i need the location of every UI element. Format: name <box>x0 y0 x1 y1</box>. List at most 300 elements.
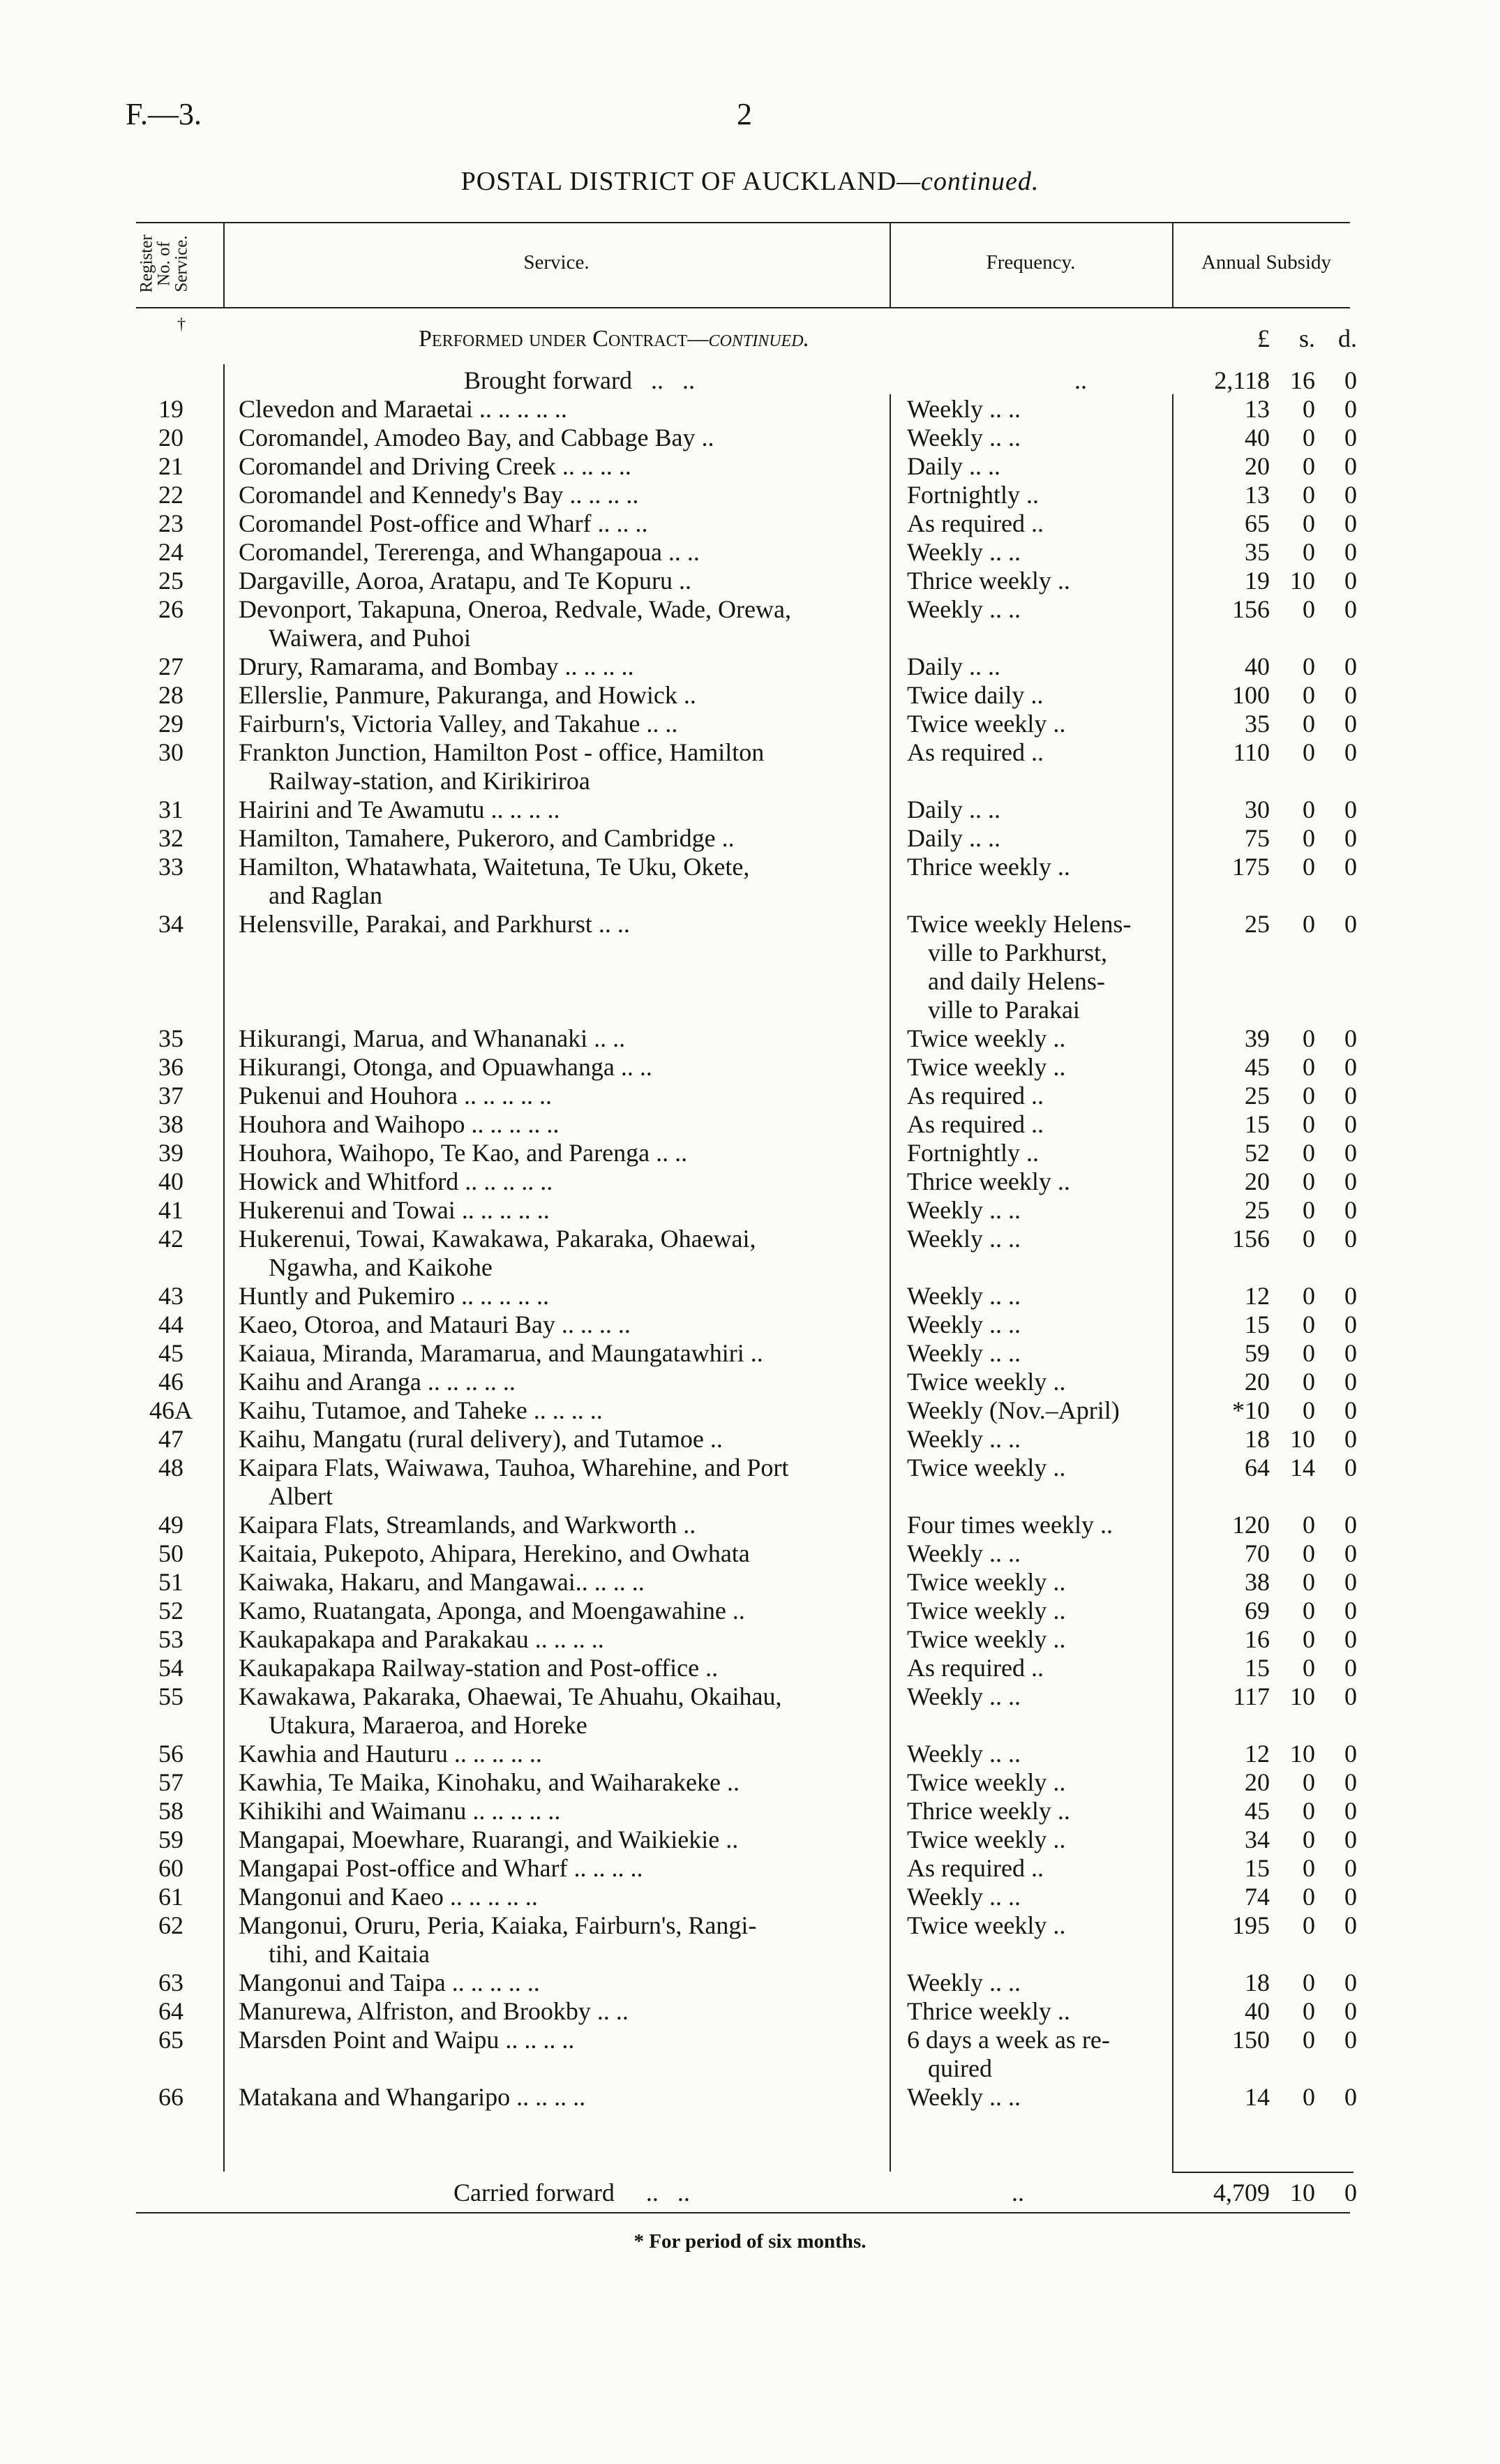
carried-forward-dots: .. <box>1012 2179 1024 2207</box>
subsidy-pence: 0 <box>1344 1454 1357 1481</box>
register-number: 44 <box>158 1311 183 1338</box>
subtotal-rule <box>1172 2172 1353 2173</box>
table-row <box>0 1682 1500 1740</box>
table-row <box>0 1740 1500 1768</box>
subsidy-pounds: 15 <box>1245 1311 1270 1338</box>
subsidy-pence: 0 <box>1344 1368 1357 1396</box>
service-name: Kaihu, Tutamoe, and Taheke .. .. .. .. <box>239 1396 603 1424</box>
table-row <box>0 1167 1500 1196</box>
frequency: Weekly .. .. <box>907 1425 1021 1453</box>
subsidy-shillings: 0 <box>1303 538 1315 566</box>
table-row <box>0 1625 1500 1654</box>
register-number: 58 <box>158 1797 183 1825</box>
frequency: Weekly .. .. <box>907 2083 1021 2111</box>
subsidy-pence: 0 <box>1344 853 1357 881</box>
subsidy-shillings: 0 <box>1303 738 1315 766</box>
subsidy-pence: 0 <box>1344 1969 1357 1996</box>
table-row <box>0 1425 1500 1454</box>
service-name-continued: Utakura, Maraeroa, and Horeke <box>269 1711 587 1739</box>
table-row <box>0 1597 1500 1625</box>
subsidy-shillings: 0 <box>1303 824 1315 852</box>
subsidy-pounds: 18 <box>1245 1425 1270 1453</box>
register-number: 55 <box>158 1682 183 1710</box>
service-name: Kawhia, Te Maika, Kinohaku, and Waiharakeke .. <box>239 1768 740 1796</box>
service-name: Hikurangi, Otonga, and Opuawhanga .. .. <box>239 1053 652 1081</box>
subsidy-pence: 0 <box>1344 2083 1357 2111</box>
page-number: 2 <box>737 97 752 131</box>
register-number: 34 <box>158 910 183 938</box>
register-number: 22 <box>158 481 183 509</box>
subsidy-shillings: 10 <box>1290 1740 1315 1768</box>
register-number: 64 <box>158 1997 183 2025</box>
subsidy-shillings: 0 <box>1303 2083 1315 2111</box>
table-row <box>0 1311 1500 1339</box>
table-row <box>0 1568 1500 1597</box>
subsidy-pounds: 35 <box>1245 710 1270 738</box>
register-number: 61 <box>158 1883 183 1911</box>
register-number: 52 <box>158 1597 183 1625</box>
service-name: Matakana and Whangaripo .. .. .. .. <box>239 2083 586 2111</box>
frequency: Weekly .. .. <box>907 1969 1021 1996</box>
service-name: Kihikihi and Waimanu .. .. .. .. .. <box>239 1797 561 1825</box>
subsidy-pounds: 25 <box>1245 1082 1270 1110</box>
subsidy-pence: 0 <box>1344 1396 1357 1424</box>
subsidy-pence: 0 <box>1344 1568 1357 1596</box>
service-name: Mangonui and Taipa .. .. .. .. .. <box>239 1969 540 1996</box>
table-row <box>0 1282 1500 1311</box>
subsidy-shillings: 0 <box>1303 1997 1315 2025</box>
frequency: Twice weekly .. <box>907 1911 1066 1939</box>
subsidy-pounds: 13 <box>1245 395 1270 423</box>
subsidy-pounds: 70 <box>1245 1539 1270 1567</box>
subsidy-pence: 0 <box>1344 1053 1357 1081</box>
service-name: Coromandel Post-office and Wharf .. .. .. <box>239 509 648 537</box>
table-row <box>0 1911 1500 1969</box>
service-name: Mangapai Post-office and Wharf .. .. .. .. <box>239 1854 643 1882</box>
frequency: Weekly .. .. <box>907 595 1021 623</box>
subsidy-shillings: 0 <box>1303 1654 1315 1682</box>
frequency: Twice weekly .. <box>907 1625 1066 1653</box>
subsidy-pence: 0 <box>1344 1511 1357 1539</box>
header-register <box>105 222 223 306</box>
subsidy-pounds: 40 <box>1245 1997 1270 2025</box>
service-name: Mangonui and Kaeo .. .. .. .. .. <box>239 1883 538 1911</box>
table-bottom-rule <box>136 2212 1350 2213</box>
frequency: Four times weekly .. <box>907 1511 1113 1539</box>
carried-forward-shillings: 10 <box>1290 2179 1315 2207</box>
section-title-continued: —continued. <box>687 326 810 352</box>
subsidy-pounds: 12 <box>1245 1740 1270 1768</box>
subsidy-pence: 0 <box>1344 538 1357 566</box>
table-row <box>0 1539 1500 1568</box>
service-name: Marsden Point and Waipu .. .. .. .. <box>239 2026 575 2054</box>
service-name: Kaiaua, Miranda, Maramarua, and Maungatawhiri .. <box>239 1339 763 1367</box>
table-row <box>0 538 1500 567</box>
frequency: As required .. <box>907 1654 1044 1682</box>
table-row <box>0 2026 1500 2083</box>
service-name: Hamilton, Tamahere, Pukeroro, and Cambridge .. <box>239 824 735 852</box>
subsidy-pence: 0 <box>1344 1911 1357 1939</box>
table-row <box>0 1997 1500 2026</box>
register-number: 42 <box>158 1225 183 1253</box>
subsidy-pence: 0 <box>1344 1997 1357 2025</box>
subsidy-pounds: 156 <box>1232 595 1270 623</box>
table-row <box>0 595 1500 652</box>
subsidy-shillings: 0 <box>1303 1597 1315 1625</box>
brought-forward-dots: .. <box>1074 366 1087 394</box>
subsidy-pounds: 38 <box>1245 1568 1270 1596</box>
table-row <box>0 1368 1500 1396</box>
brought-forward-pounds: 2,118 <box>1214 366 1270 394</box>
subsidy-pounds: 59 <box>1245 1339 1270 1367</box>
subsidy-shillings: 0 <box>1303 1768 1315 1796</box>
register-number: 51 <box>158 1568 183 1596</box>
frequency: Fortnightly .. <box>907 1139 1040 1167</box>
subsidy-pounds: 150 <box>1232 2026 1270 2054</box>
frequency: Weekly .. .. <box>907 1883 1021 1911</box>
subsidy-pounds: 19 <box>1245 567 1270 595</box>
register-number: 29 <box>158 710 183 738</box>
subsidy-pounds: 25 <box>1245 1196 1270 1224</box>
subsidy-shillings: 0 <box>1303 652 1315 680</box>
table-row <box>0 395 1500 424</box>
subsidy-shillings: 0 <box>1303 1311 1315 1338</box>
subsidy-shillings: 10 <box>1290 567 1315 595</box>
carried-forward-label: Carried forward .. .. <box>453 2179 690 2207</box>
service-name: Mangonui, Oruru, Peria, Kaiaka, Fairburn's, Rangi- <box>239 1911 757 1939</box>
subsidy-pounds: 40 <box>1245 424 1270 451</box>
brought-forward-row <box>0 366 1500 395</box>
subsidy-pounds: 14 <box>1245 2083 1270 2111</box>
section-title-row <box>0 324 1500 353</box>
register-number: 45 <box>158 1339 183 1367</box>
subsidy-pence: 0 <box>1344 1339 1357 1367</box>
subsidy-shillings: 0 <box>1303 1139 1315 1167</box>
subsidy-pence: 0 <box>1344 1740 1357 1768</box>
frequency: Twice weekly .. <box>907 710 1066 738</box>
table-row <box>0 1511 1500 1539</box>
subsidy-shillings: 0 <box>1303 452 1315 480</box>
service-name: Kawakawa, Pakaraka, Ohaewai, Te Ahuahu, Okaihau, <box>239 1682 782 1710</box>
subsidy-shillings: 0 <box>1303 681 1315 709</box>
subsidy-pounds: 75 <box>1245 824 1270 852</box>
table-row <box>0 481 1500 509</box>
header-bottom-rule <box>136 307 1350 308</box>
subsidy-pence: 0 <box>1344 1225 1357 1253</box>
subsidy-pence: 0 <box>1344 1425 1357 1453</box>
frequency: Weekly .. .. <box>907 1539 1021 1567</box>
frequency: 6 days a week as re- <box>907 2026 1110 2054</box>
table-row <box>0 1654 1500 1682</box>
register-number: 54 <box>158 1654 183 1682</box>
subsidy-pounds: 65 <box>1245 509 1270 537</box>
register-number: 66 <box>158 2083 183 2111</box>
frequency-continued: quired <box>928 2054 992 2082</box>
brought-forward-shillings: 16 <box>1290 366 1315 394</box>
service-name: Kaihu and Aranga .. .. .. .. .. <box>239 1368 516 1396</box>
subsidy-pounds: 156 <box>1232 1225 1270 1253</box>
subsidy-shillings: 0 <box>1303 1883 1315 1911</box>
frequency: Weekly .. .. <box>907 1311 1021 1338</box>
frequency: Twice weekly Helens- <box>907 910 1132 938</box>
subsidy-pence: 0 <box>1344 1282 1357 1310</box>
service-name: Drury, Ramarama, and Bombay .. .. .. .. <box>239 652 634 680</box>
register-number: 23 <box>158 509 183 537</box>
service-name: Dargaville, Aoroa, Aratapu, and Te Kopuru .. <box>239 567 691 595</box>
service-name: Kawhia and Hauturu .. .. .. .. .. <box>239 1740 542 1768</box>
subsidy-pounds: 15 <box>1245 1654 1270 1682</box>
subsidy-pounds: 64 <box>1245 1454 1270 1481</box>
brought-forward-label: Brought forward .. .. <box>464 366 695 394</box>
subsidy-pounds: 30 <box>1245 796 1270 823</box>
footnote: * For period of six months. <box>633 2230 867 2253</box>
subsidy-shillings: 0 <box>1303 509 1315 537</box>
subsidy-pence: 0 <box>1344 1311 1357 1338</box>
header-register-label: Register No. of Service. <box>137 234 191 293</box>
frequency: Thrice weekly .. <box>907 1997 1070 2025</box>
register-number: 39 <box>158 1139 183 1167</box>
service-name: Kaukapakapa Railway-station and Post-office .. <box>239 1654 719 1682</box>
subsidy-pence: 0 <box>1344 1854 1357 1882</box>
page-title-continued: —continued. <box>897 167 1040 196</box>
subsidy-shillings: 0 <box>1303 710 1315 738</box>
register-number: 21 <box>158 452 183 480</box>
frequency: Twice weekly .. <box>907 1454 1066 1481</box>
service-name: Kaeo, Otoroa, and Matauri Bay .. .. .. .. <box>239 1311 631 1338</box>
service-name: Hukerenui and Towai .. .. .. .. .. <box>239 1196 550 1224</box>
header-service: Service. <box>523 251 590 274</box>
subsidy-shillings: 0 <box>1303 2026 1315 2054</box>
frequency: Daily .. .. <box>907 824 1000 852</box>
subsidy-pounds: *10 <box>1232 1396 1270 1424</box>
service-name: Hukerenui, Towai, Kawakawa, Pakaraka, Ohaewai, <box>239 1225 756 1253</box>
subsidy-pounds: 20 <box>1245 452 1270 480</box>
table-row <box>0 681 1500 710</box>
frequency: Twice weekly .. <box>907 1368 1066 1396</box>
frequency: Weekly (Nov.–April) <box>907 1396 1120 1424</box>
subsidy-pounds: 52 <box>1245 1139 1270 1167</box>
frequency: Weekly .. .. <box>907 1682 1021 1710</box>
subsidy-pence: 0 <box>1344 796 1357 823</box>
table-row <box>0 824 1500 853</box>
header-top-rule <box>136 222 1350 223</box>
register-number: 33 <box>158 853 183 881</box>
subsidy-pence: 0 <box>1344 424 1357 451</box>
table-row <box>0 1396 1500 1425</box>
frequency: Daily .. .. <box>907 796 1000 823</box>
subsidy-pounds: 45 <box>1245 1797 1270 1825</box>
frequency: Fortnightly .. <box>907 481 1040 509</box>
brought-forward-pence: 0 <box>1344 366 1357 394</box>
register-number: 28 <box>158 681 183 709</box>
table-row <box>0 1854 1500 1883</box>
register-number: 57 <box>158 1768 183 1796</box>
subsidy-pence: 0 <box>1344 1654 1357 1682</box>
frequency-continued: and daily Helens- <box>928 967 1105 995</box>
service-name-continued: Albert <box>269 1482 333 1510</box>
table-row <box>0 710 1500 738</box>
service-name: Kaipara Flats, Waiwawa, Tauhoa, Wharehine, and Port <box>239 1454 789 1481</box>
subsidy-pence: 0 <box>1344 738 1357 766</box>
service-name-continued: Waiwera, and Puhoi <box>269 624 472 652</box>
frequency: As required .. <box>907 1082 1044 1110</box>
table-row <box>0 452 1500 481</box>
frequency: Weekly .. .. <box>907 424 1021 451</box>
service-name: Houhora and Waihopo .. .. .. .. .. <box>239 1110 560 1138</box>
table-row <box>0 424 1500 452</box>
subsidy-shillings: 0 <box>1303 910 1315 938</box>
subsidy-pence: 0 <box>1344 1797 1357 1825</box>
service-name: Coromandel, Tererenga, and Whangapoua .. .. <box>239 538 700 566</box>
frequency: Weekly .. .. <box>907 1339 1021 1367</box>
subsidy-pounds: 25 <box>1245 910 1270 938</box>
table-row <box>0 509 1500 538</box>
service-name: Devonport, Takapuna, Oneroa, Redvale, Wade, Orewa, <box>239 595 791 623</box>
table-row <box>0 853 1500 910</box>
frequency: Thrice weekly .. <box>907 1797 1070 1825</box>
register-number: 27 <box>158 652 183 680</box>
frequency: Thrice weekly .. <box>907 853 1070 881</box>
service-name: Pukenui and Houhora .. .. .. .. .. <box>239 1082 552 1110</box>
table-row <box>0 1024 1500 1053</box>
subsidy-shillings: 0 <box>1303 853 1315 881</box>
subsidy-pence: 0 <box>1344 652 1357 680</box>
subsidy-pence: 0 <box>1344 1167 1357 1195</box>
frequency-continued: ville to Parakai <box>928 996 1080 1024</box>
currency-shillings: s. <box>1298 324 1315 352</box>
table-row <box>0 1883 1500 1911</box>
subsidy-pounds: 34 <box>1245 1825 1270 1853</box>
register-number: 43 <box>158 1282 183 1310</box>
register-number: 31 <box>158 796 183 823</box>
subsidy-shillings: 0 <box>1303 1969 1315 1996</box>
service-name: Coromandel and Driving Creek .. .. .. .. <box>239 452 631 480</box>
subsidy-shillings: 0 <box>1303 796 1315 823</box>
subsidy-shillings: 0 <box>1303 1396 1315 1424</box>
table-row <box>0 738 1500 796</box>
subsidy-pounds: 195 <box>1232 1911 1270 1939</box>
table-row <box>0 652 1500 681</box>
subsidy-pounds: 20 <box>1245 1768 1270 1796</box>
service-name-continued: tihi, and Kaitaia <box>269 1940 430 1968</box>
service-name: Huntly and Pukemiro .. .. .. .. .. <box>239 1282 549 1310</box>
subsidy-pounds: 100 <box>1232 681 1270 709</box>
subsidy-pence: 0 <box>1344 1625 1357 1653</box>
currency-pence: d. <box>1338 324 1357 352</box>
service-name: Mangapai, Moewhare, Ruarangi, and Waikiekie .. <box>239 1825 739 1853</box>
subsidy-pounds: 45 <box>1245 1053 1270 1081</box>
subsidy-shillings: 0 <box>1303 1282 1315 1310</box>
register-number: 49 <box>158 1511 183 1539</box>
table-row <box>0 1139 1500 1167</box>
service-name: Clevedon and Maraetai .. .. .. .. .. <box>239 395 567 423</box>
page-title <box>0 166 1500 197</box>
service-name: Kaukapakapa and Parakakau .. .. .. .. <box>239 1625 604 1653</box>
subsidy-pounds: 15 <box>1245 1854 1270 1882</box>
subsidy-pounds: 175 <box>1232 853 1270 881</box>
page-reference: F.—3. <box>126 97 202 131</box>
subsidy-shillings: 0 <box>1303 1568 1315 1596</box>
register-number: 19 <box>158 395 183 423</box>
subsidy-pence: 0 <box>1344 710 1357 738</box>
service-name-continued: and Raglan <box>269 881 382 909</box>
service-name: Kaitaia, Pukepoto, Ahipara, Herekino, and Owhata <box>239 1539 750 1567</box>
subsidy-shillings: 0 <box>1303 1825 1315 1853</box>
brought-forward-text: Brought forward <box>464 366 632 394</box>
frequency: As required .. <box>907 1854 1044 1882</box>
service-name: Manurewa, Alfriston, and Brookby .. .. <box>239 1997 629 2025</box>
frequency: Daily .. .. <box>907 452 1000 480</box>
table-row <box>0 2083 1500 2112</box>
table-row <box>0 1454 1500 1511</box>
subsidy-shillings: 0 <box>1303 1911 1315 1939</box>
service-name: Ellerslie, Panmure, Pakuranga, and Howick .. <box>239 681 696 709</box>
table-row <box>0 1225 1500 1282</box>
service-name: Hamilton, Whatawhata, Waitetuna, Te Uku, Okete, <box>239 853 750 881</box>
carried-forward-pence: 0 <box>1344 2179 1357 2207</box>
subsidy-shillings: 0 <box>1303 1053 1315 1081</box>
table-row <box>0 1110 1500 1139</box>
register-number: 53 <box>158 1625 183 1653</box>
subsidy-shillings: 0 <box>1303 481 1315 509</box>
register-number: 20 <box>158 424 183 451</box>
frequency: Twice daily .. <box>907 681 1044 709</box>
subsidy-pounds: 120 <box>1232 1511 1270 1539</box>
page-title-main: POSTAL DISTRICT OF AUCKLAND <box>460 167 897 196</box>
table-row <box>0 567 1500 595</box>
subsidy-shillings: 0 <box>1303 1196 1315 1224</box>
subsidy-pence: 0 <box>1344 481 1357 509</box>
subsidy-pounds: 12 <box>1245 1282 1270 1310</box>
register-number: 32 <box>158 824 183 852</box>
subsidy-shillings: 0 <box>1303 395 1315 423</box>
service-name: Houhora, Waihopo, Te Kao, and Parenga .. .. <box>239 1139 688 1167</box>
register-number: 65 <box>158 2026 183 2054</box>
service-name: Frankton Junction, Hamilton Post - office, Hamilton <box>239 738 765 766</box>
subsidy-shillings: 10 <box>1290 1425 1315 1453</box>
frequency: Twice weekly .. <box>907 1597 1066 1625</box>
subsidy-shillings: 0 <box>1303 1082 1315 1110</box>
register-number: 24 <box>158 538 183 566</box>
service-name: Hikurangi, Marua, and Whananaki .. .. <box>239 1024 626 1052</box>
register-number: 46 <box>158 1368 183 1396</box>
subsidy-pence: 0 <box>1344 1768 1357 1796</box>
frequency: Weekly .. .. <box>907 1740 1021 1768</box>
service-name: Coromandel and Kennedy's Bay .. .. .. .. <box>239 481 639 509</box>
margin-mark: † <box>177 315 186 334</box>
frequency: Weekly .. .. <box>907 395 1021 423</box>
subsidy-shillings: 0 <box>1303 424 1315 451</box>
frequency: Daily .. .. <box>907 652 1000 680</box>
subsidy-pounds: 40 <box>1245 652 1270 680</box>
subsidy-pounds: 16 <box>1245 1625 1270 1653</box>
table-row <box>0 1082 1500 1110</box>
table-row <box>0 1053 1500 1082</box>
subsidy-shillings: 0 <box>1303 1797 1315 1825</box>
subsidy-pence: 0 <box>1344 1139 1357 1167</box>
carried-forward-pounds: 4,709 <box>1213 2179 1270 2207</box>
register-number: 30 <box>158 738 183 766</box>
service-name: Kaihu, Mangatu (rural delivery), and Tutamoe .. <box>239 1425 723 1453</box>
header-frequency: Frequency. <box>986 251 1076 274</box>
subsidy-pounds: 117 <box>1233 1682 1270 1710</box>
subsidy-pounds: 20 <box>1245 1368 1270 1396</box>
service-name: Hairini and Te Awamutu .. .. .. .. <box>239 796 560 823</box>
table-row <box>0 1797 1500 1825</box>
subsidy-shillings: 0 <box>1303 1539 1315 1567</box>
frequency: Twice weekly .. <box>907 1024 1066 1052</box>
register-number: 56 <box>158 1740 183 1768</box>
